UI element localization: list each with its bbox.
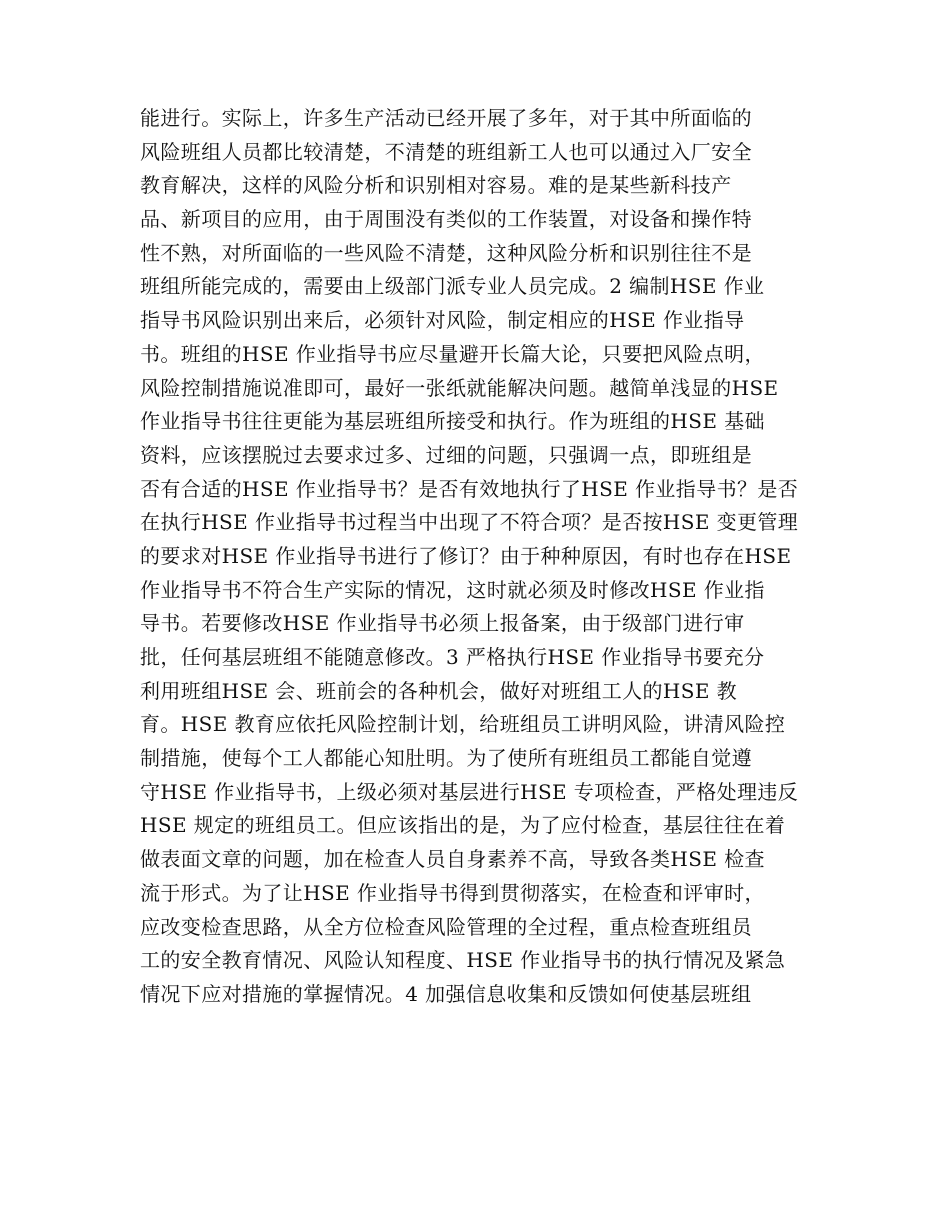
text-line: 书。班组的HSE 作业指导书应尽量避开长篇大论，只要把风险点明，: [140, 341, 765, 366]
text-line: 作业指导书往往更能为基层班组所接受和执行。作为班组的HSE 基础: [140, 409, 765, 434]
text-line: 应改变检查思路，从全方位检查风险管理的全过程，重点检查班组员: [140, 914, 752, 939]
text-line: 流于形式。为了让HSE 作业指导书得到贯彻落实，在检查和评审时，: [140, 880, 765, 905]
text-line: 否有合适的HSE 作业指导书？是否有效地执行了HSE 作业指导书？是否: [140, 476, 799, 501]
text-line: 指导书风险识别出来后，必须针对风险，制定相应的HSE 作业指导: [140, 308, 745, 333]
text-line: 风险控制措施说准即可，最好一张纸就能解决问题。越简单浅显的HSE: [140, 375, 779, 400]
text-line: 能进行。实际上，许多生产活动已经开展了多年，对于其中所面临的: [140, 106, 752, 130]
text-line: 制措施，使每个工人都能心知肚明。为了使所有班组员工都能自觉遵: [140, 746, 752, 771]
text-line: 批，任何基层班组不能随意修改。3 严格执行HSE 作业指导书要充分: [140, 645, 765, 669]
text-line: HSE 规定的班组员工。但应该指出的是，为了应付检查，基层往往在着: [140, 813, 786, 838]
text-line: 性不熟，对所面临的一些风险不清楚，这种风险分析和识别往往不是: [140, 240, 752, 265]
text-line: 导书。若要修改HSE 作业指导书必须上报备案，由于级部门进行审: [140, 611, 745, 636]
text-line: 守HSE 作业指导书，上级必须对基层进行HSE 专项检查，严格处理违反: [140, 779, 799, 804]
text-line: 资料，应该摆脱过去要求过多、过细的问题，只强调一点，即班组是: [140, 442, 752, 467]
text-line: 在执行HSE 作业指导书过程当中出现了不符合项？是否按HSE 变更管理: [140, 510, 799, 535]
text-line: 作业指导书不符合生产实际的情况，这时就必须及时修改HSE 作业指: [140, 577, 765, 602]
text-line: 利用班组HSE 会、班前会的各种机会，做好对班组工人的HSE 教: [140, 678, 737, 703]
text-line: 做表面文章的问题，加在检查人员自身素养不高，导致各类HSE 检查: [140, 847, 765, 872]
text-line: 班组所能完成的，需要由上级部门派专业人员完成。2 编制HSE 作业: [140, 274, 765, 299]
text-line: 品、新项目的应用，由于周围没有类似的工作装置，对设备和操作特: [140, 207, 752, 232]
text-line: 风险班组人员都比较清楚，不清楚的班组新工人也可以通过入厂安全: [140, 139, 752, 164]
body-text: [140, 102, 820, 1012]
text-line: 情况下应对措施的掌握情况。4 加强信息收集和反馈如何使基层班组: [140, 981, 752, 1006]
text-line: 教育解决，这样的风险分析和识别相对容易。难的是某些新科技产: [140, 173, 732, 198]
text-line: 工的安全教育情况、风险认知程度、HSE 作业指导书的执行情况及紧急: [140, 948, 786, 973]
text-line: 育。HSE 教育应依托风险控制计划，给班组员工讲明风险，讲清风险控: [140, 712, 786, 737]
text-line: 的要求对HSE 作业指导书进行了修订？由于种种原因，有时也存在HSE: [140, 543, 792, 568]
